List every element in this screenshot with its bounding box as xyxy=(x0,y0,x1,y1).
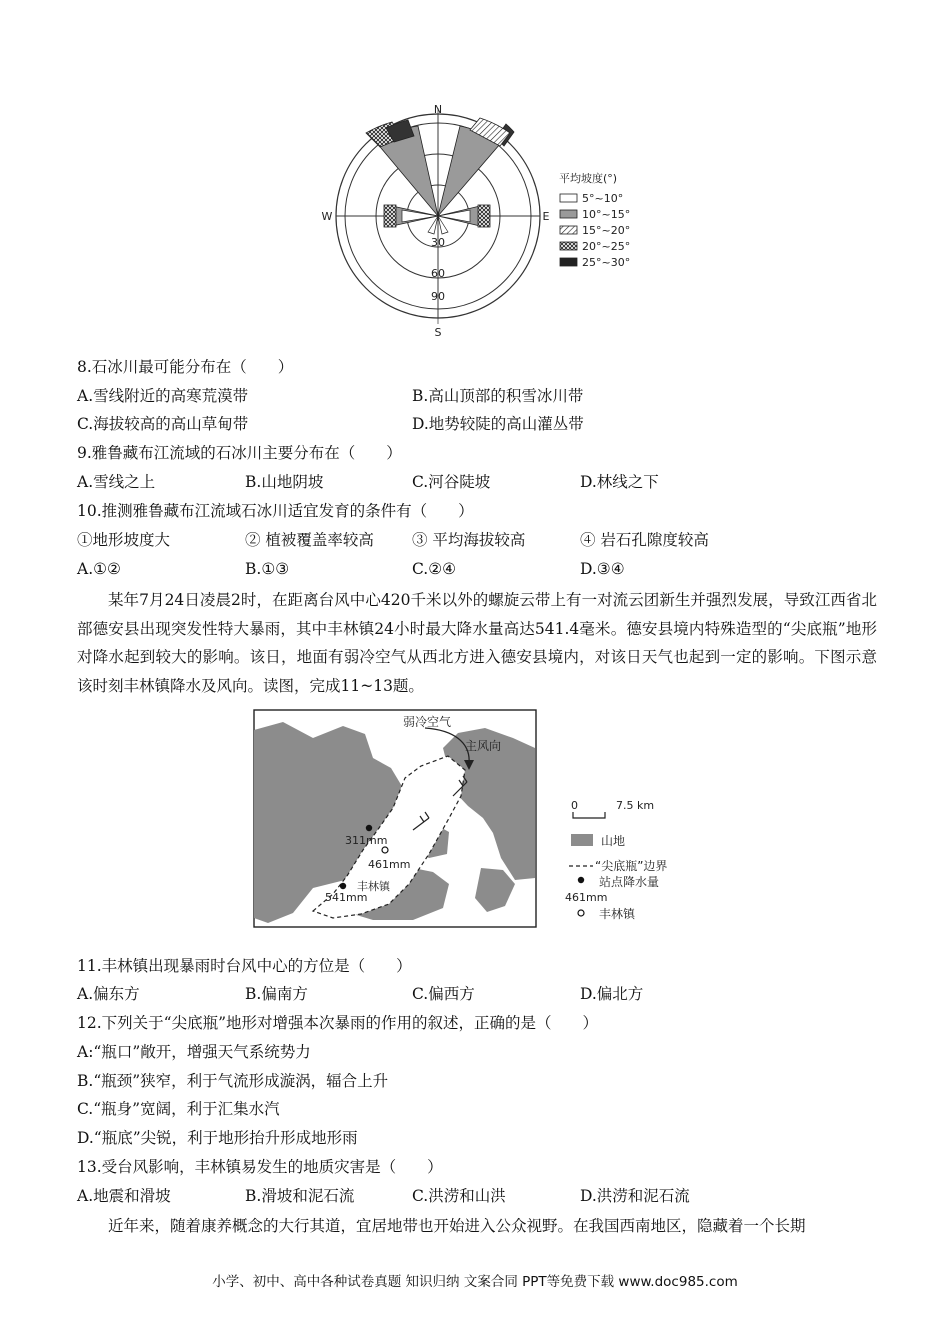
legend-mountain-swatch xyxy=(571,834,593,846)
east-label: E xyxy=(542,210,550,223)
legend-station-dot xyxy=(578,877,584,883)
question-11-option-b: B.偏南方 xyxy=(245,985,308,1003)
slope-rose-diagram xyxy=(310,100,650,340)
question-13-option-b: B.滑坡和泥石流 xyxy=(245,1187,355,1205)
question-13-stem: 13.受台风影响，丰林镇易发生的地质灾害是（ ） xyxy=(77,1158,443,1176)
legend-mountain-label: 山地 xyxy=(601,834,626,848)
legend-station-value: 461mm xyxy=(565,891,608,904)
station-461-label: 461mm xyxy=(368,858,411,871)
question-11-option-c: C.偏西方 xyxy=(412,985,475,1003)
question-11-stem: 11.丰林镇出现暴雨时台风中心的方位是（ ） xyxy=(77,957,412,975)
west-label: W xyxy=(321,210,333,223)
question-8-option-d: D.地势较陡的高山灌丛带 xyxy=(412,415,584,433)
question-13-option-d: D.洪涝和泥石流 xyxy=(580,1187,690,1205)
question-9-option-a: A.雪线之上 xyxy=(77,473,156,491)
question-12-option-b: B.“瓶颈”狭窄，利于气流形成漩涡，辐合上升 xyxy=(77,1072,389,1090)
question-10-stem: 10.推测雅鲁藏布江流域石冰川适宜发育的条件有（ ） xyxy=(77,502,474,520)
question-9-option-c: C.河谷陡坡 xyxy=(412,473,491,491)
main-wind-label: 主风向 xyxy=(465,739,502,753)
rainfall-wind-map xyxy=(253,708,713,928)
question-12-stem: 12.下列关于“尖底瓶”地形对增强本次暴雨的作用的叙述，正确的是（ ） xyxy=(77,1014,599,1032)
north-label: N xyxy=(433,103,443,116)
question-10-option-c: C.②④ xyxy=(412,560,457,578)
scale-distance: 7.5 km xyxy=(616,799,655,812)
station-311 xyxy=(366,825,372,831)
scale-bar xyxy=(573,812,605,818)
question-9-stem: 9.雅鲁藏布江流域的石冰川主要分布在（ ） xyxy=(77,444,402,462)
legend-label-4: 20°~25° xyxy=(582,240,631,253)
legend-town-label: 丰林镇 xyxy=(599,907,636,921)
question-10-item-3: ③ 平均海拔较高 xyxy=(412,531,526,549)
ring-label-30: 30 xyxy=(431,236,445,249)
question-13-option-c: C.洪涝和山洪 xyxy=(412,1187,506,1205)
legend-town-marker xyxy=(578,910,584,916)
question-11-option-a: A.偏东方 xyxy=(77,985,140,1003)
fenglin-town-label: 丰林镇 xyxy=(357,880,390,893)
legend-swatch-5 xyxy=(560,258,577,266)
question-8-option-b: B.高山顶部的积雪冰川带 xyxy=(412,387,584,405)
slope-legend-title: 平均坡度(°) xyxy=(559,172,618,185)
question-12-option-c: C.“瓶身”宽阔，利于汇集水汽 xyxy=(77,1100,280,1118)
question-9-option-b: B.山地阴坡 xyxy=(245,473,324,491)
south-label: S xyxy=(434,326,442,339)
station-541 xyxy=(340,883,346,889)
ring-label-60: 60 xyxy=(431,267,445,280)
station-311-label: 311mm xyxy=(345,834,388,847)
station-541-label: 541mm xyxy=(325,891,368,904)
cold-air-label: 弱冷空气 xyxy=(403,715,452,729)
legend-label-2: 10°~15° xyxy=(582,208,631,221)
question-10-option-d: D.③④ xyxy=(580,560,625,578)
legend-label-1: 5°~10° xyxy=(582,192,624,205)
legend-swatch-4 xyxy=(560,242,577,250)
question-10-option-a: A.①② xyxy=(77,560,121,578)
question-10-item-1: ①地形坡度大 xyxy=(77,531,171,549)
legend-swatch-2 xyxy=(560,210,577,218)
legend-label-5: 25°~30° xyxy=(582,256,631,269)
question-10-item-4: ④ 岩石孔隙度较高 xyxy=(580,531,709,549)
question-10-option-b: B.①③ xyxy=(245,560,290,578)
question-12-option-d: D.“瓶底”尖锐，利于地形抬升形成地形雨 xyxy=(77,1129,358,1147)
question-11-option-d: D.偏北方 xyxy=(580,985,644,1003)
question-8-option-c: C.海拔较高的高山草甸带 xyxy=(77,415,249,433)
passage-typhoon-rainstorm: 某年7月24日凌晨2时，在距离台风中心420千米以外的螺旋云带上有一对流云团新生并强烈发展，导致江西省北部德安县出现突发性特大暴雨，其中丰林镇24小时最大降水量高达541.4毫米。德安县境内特殊造型的“尖底瓶”地形对降水起到较大的影响。该日，地面有弱冷空气从西北方进入德安县境内，对该日天气也起到一定的影响。下图示意该时刻丰林镇降水及风向。读图，完成11~13题。 xyxy=(77,591,877,695)
ring-label-90: 90 xyxy=(431,290,445,303)
legend-swatch-1 xyxy=(560,194,577,202)
legend-swatch-3 xyxy=(560,226,577,234)
next-passage-first-line: 近年来，随着康养概念的大行其道，宜居地带也开始进入公众视野。在我国西南地区，隐藏着一个长期 xyxy=(108,1217,806,1235)
question-8-option-a: A.雪线附近的高寒荒漠带 xyxy=(77,387,249,405)
fenglin-town-marker xyxy=(382,847,388,853)
legend-label-3: 15°~20° xyxy=(582,224,631,237)
question-8-stem: 8.石冰川最可能分布在（ ） xyxy=(77,358,294,376)
page-footer: 小学、初中、高中各种试卷真题 知识归纳 文案合同 PPT等免费下载 www.doc985.com xyxy=(212,1274,738,1290)
question-13-option-a: A.地震和滑坡 xyxy=(77,1187,171,1205)
legend-boundary-label: “尖底瓶”边界 xyxy=(595,859,668,873)
question-9-option-d: D.林线之下 xyxy=(580,473,659,491)
question-12-option-a: A:“瓶口”敞开，增强天气系统势力 xyxy=(77,1043,311,1061)
question-10-item-2: ② 植被覆盖率较高 xyxy=(245,531,374,549)
legend-station-label: 站点降水量 xyxy=(599,875,660,889)
scale-zero: 0 xyxy=(571,799,578,812)
